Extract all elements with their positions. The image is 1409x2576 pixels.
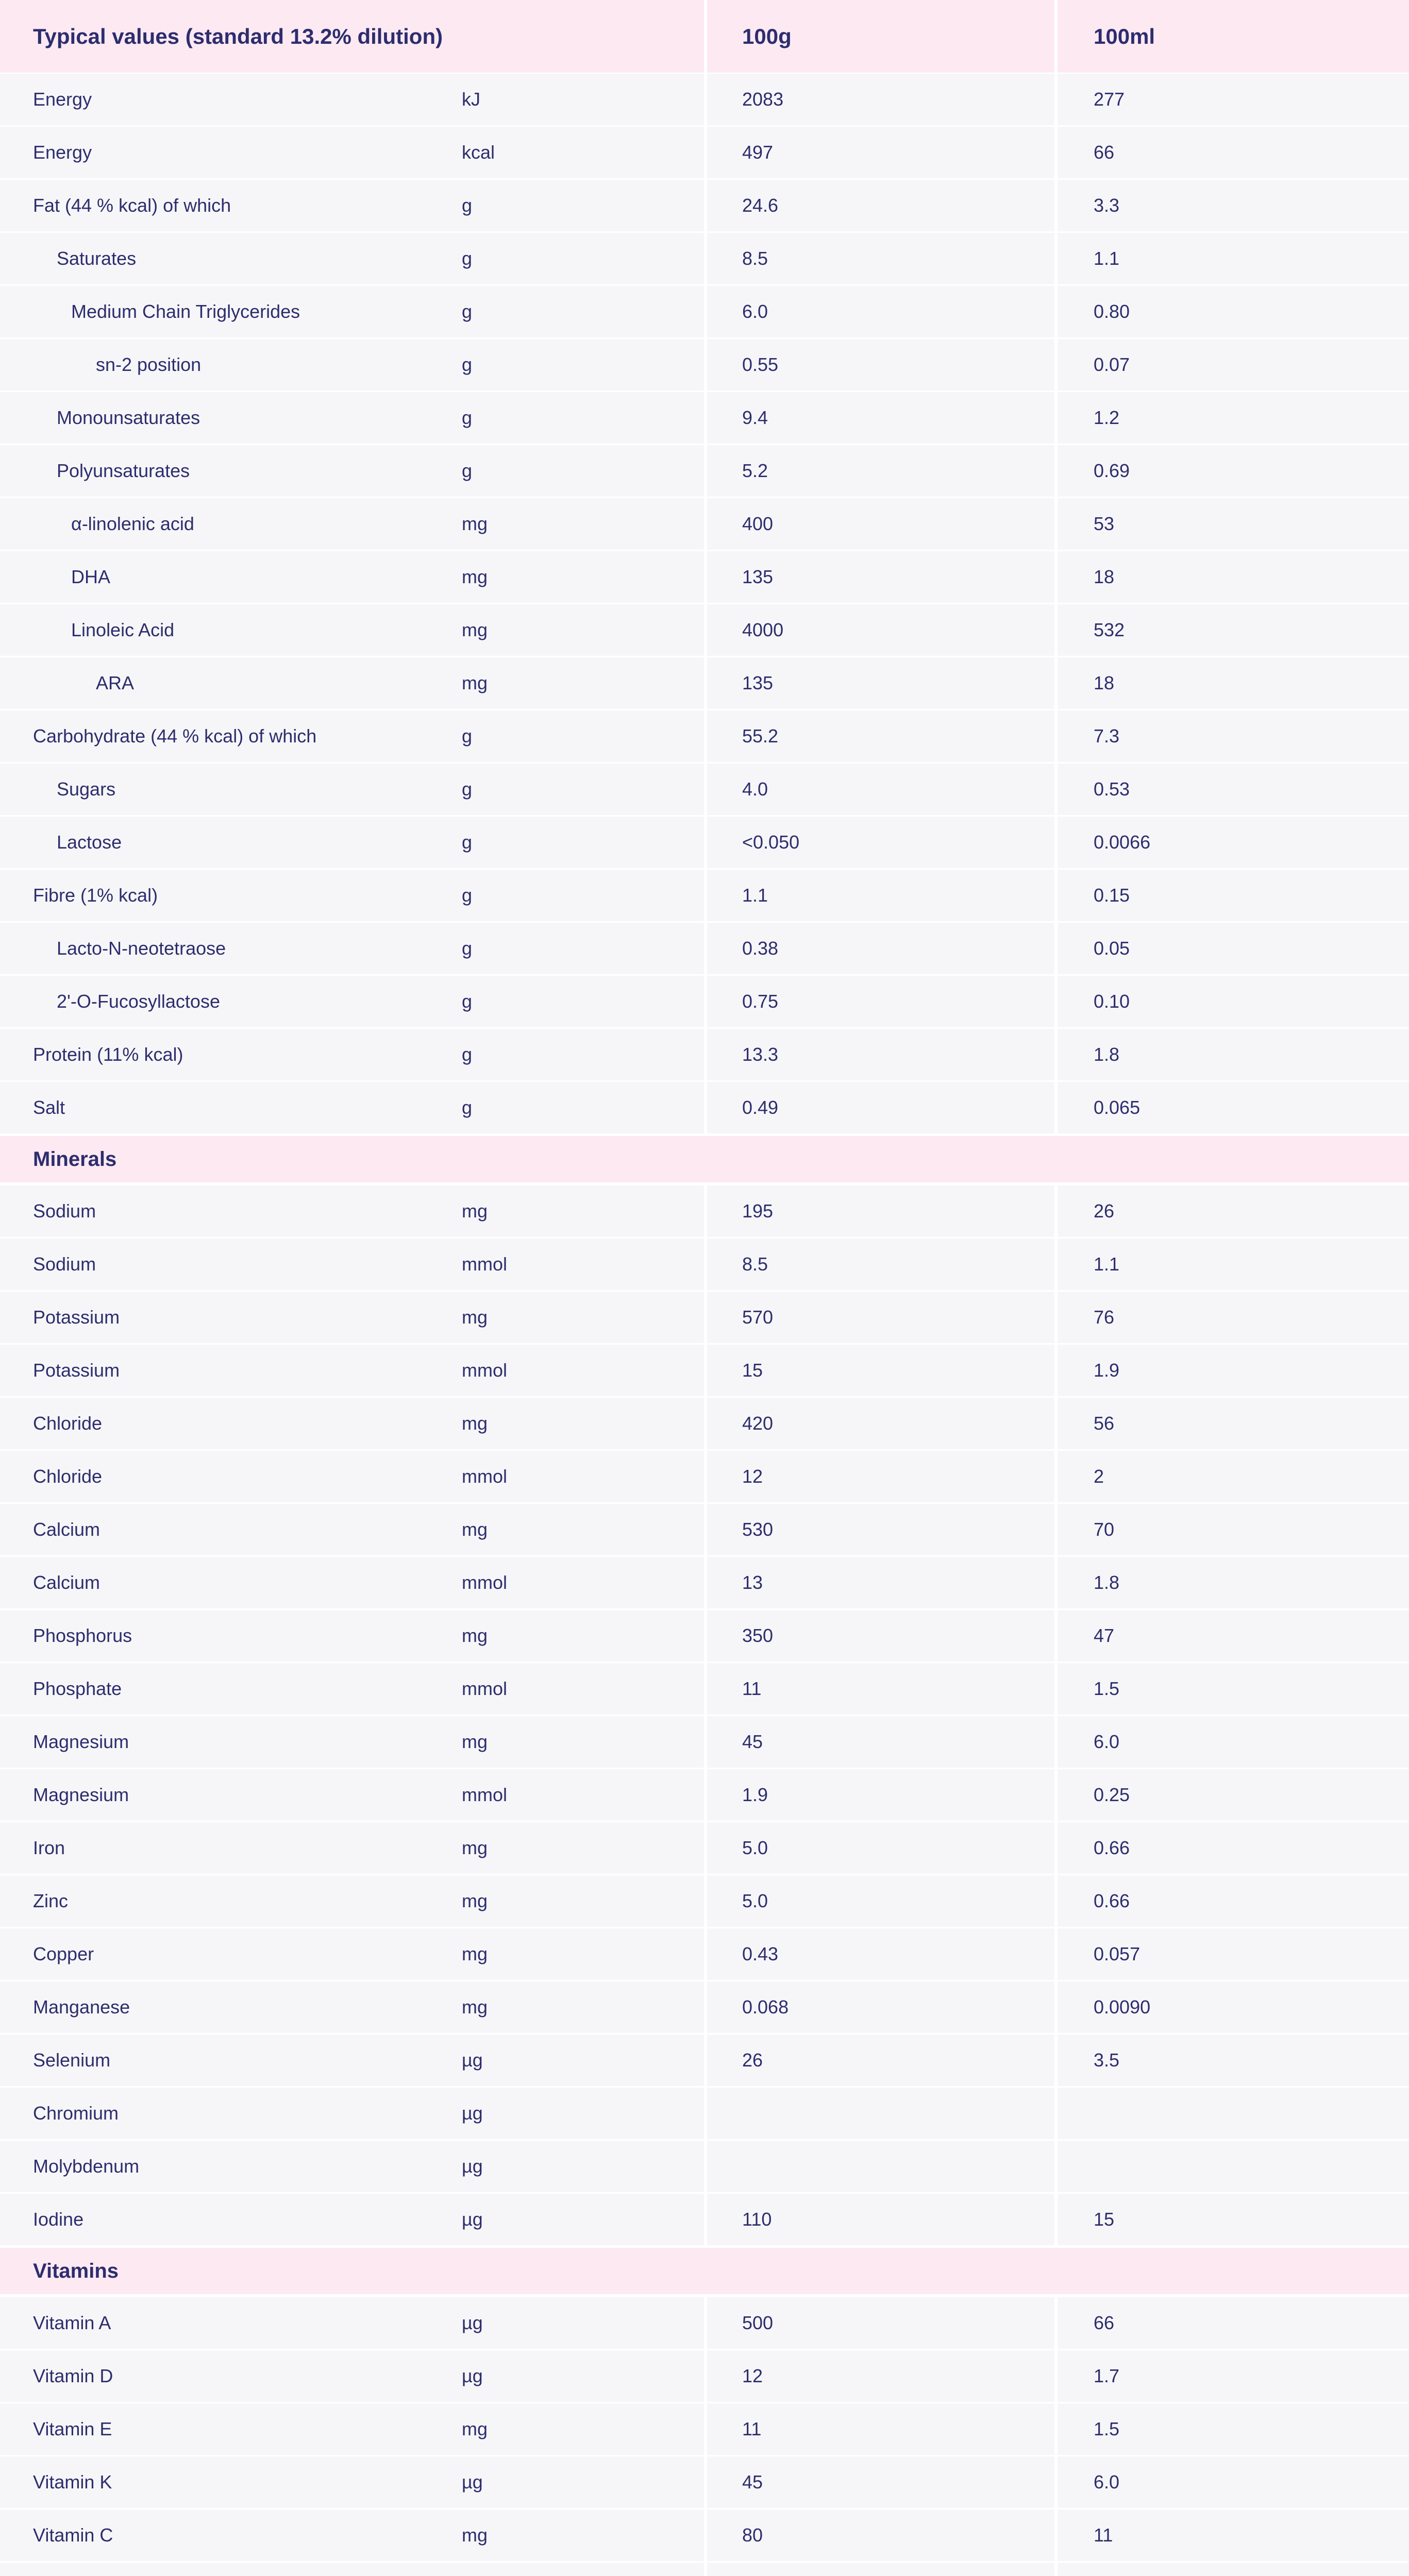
value-per-100g: 1.9	[704, 1769, 1054, 1821]
value-per-100ml: 15	[1054, 2194, 1409, 2245]
value-per-100g: 0.75	[704, 976, 1054, 1027]
nutrient-name: Lactose	[57, 832, 122, 853]
value-per-100g: 5.0	[704, 1822, 1054, 1874]
table-row	[0, 2350, 1409, 2402]
header-100g: 100g	[704, 0, 1054, 73]
table-row	[0, 2035, 1409, 2086]
nutrient-unit: g	[462, 407, 473, 428]
table-row	[0, 976, 1409, 1027]
nutrient-name: Vitamin D	[33, 2365, 113, 2386]
value-per-100ml: 66	[1054, 2297, 1409, 2349]
value-per-100g: 0.49	[704, 1082, 1054, 1133]
table-row	[0, 1398, 1409, 1449]
nutrient-name: Iodine	[33, 2209, 84, 2230]
table-row	[0, 1029, 1409, 1080]
table-row	[0, 1610, 1409, 1662]
nutrient-name: Linoleic Acid	[71, 619, 175, 640]
value-per-100ml: 0.0066	[1054, 817, 1409, 868]
header-unit-column	[426, 0, 704, 73]
value-per-100ml: 1.7	[1054, 2350, 1409, 2402]
value-per-100ml: 1.2	[1054, 392, 1409, 444]
nutrient-name: ARA	[96, 672, 135, 693]
table-row	[0, 339, 1409, 391]
nutrient-name: Vitamin A	[33, 2312, 111, 2333]
nutrient-unit: kcal	[462, 142, 495, 163]
value-per-100ml: 1.5	[1054, 2403, 1409, 2455]
value-per-100ml: 70	[1054, 1504, 1409, 1555]
table-row	[0, 710, 1409, 762]
table-row	[0, 1716, 1409, 1768]
table-row	[0, 498, 1409, 550]
table-row	[0, 1769, 1409, 1821]
table-row	[0, 870, 1409, 921]
nutrient-unit: mg	[462, 1307, 488, 1328]
nutrient-unit: mg	[462, 1731, 488, 1752]
value-per-100ml: 56	[1054, 1398, 1409, 1449]
nutrient-unit: mg	[462, 672, 488, 693]
value-per-100ml	[1054, 2563, 1409, 2576]
value-per-100g: 1.1	[704, 870, 1054, 921]
nutrient-name: Potassium	[33, 1307, 120, 1328]
nutrient-unit	[426, 2563, 704, 2576]
table-row	[0, 1822, 1409, 1874]
nutrient-name: Saturates	[57, 248, 137, 269]
value-per-100ml: 47	[1054, 1610, 1409, 1662]
nutrient-unit: g	[462, 1044, 473, 1065]
nutrient-name: Chloride	[33, 1413, 103, 1434]
value-per-100ml	[1054, 2141, 1409, 2192]
table-row	[0, 604, 1409, 656]
nutrient-unit: mmol	[462, 1784, 507, 1805]
table-row	[0, 2141, 1409, 2192]
nutrient-name: Selenium	[33, 2049, 111, 2071]
nutrient-name: Fat (44 % kcal) of which	[33, 195, 231, 216]
value-per-100g	[704, 2141, 1054, 2192]
value-per-100g: 4.0	[704, 764, 1054, 815]
nutrient-unit: mmol	[462, 1253, 507, 1275]
nutrient-name: Magnesium	[33, 1731, 129, 1752]
nutrient-name: Monounsaturates	[57, 407, 200, 428]
table-row	[0, 2563, 1409, 2576]
value-per-100g: 5.2	[704, 445, 1054, 497]
value-per-100ml: 18	[1054, 657, 1409, 709]
value-per-100g: 45	[704, 1716, 1054, 1768]
table-row	[0, 551, 1409, 603]
header-title: Typical values (standard 13.2% dilution)	[33, 24, 443, 48]
value-per-100ml: 6.0	[1054, 1716, 1409, 1768]
value-per-100g: 24.6	[704, 180, 1054, 231]
value-per-100g: 45	[704, 2456, 1054, 2508]
value-per-100ml	[1054, 2088, 1409, 2139]
value-per-100g: 26	[704, 2035, 1054, 2086]
nutrient-name: Sugars	[57, 778, 116, 800]
nutrient-unit: mg	[462, 513, 488, 534]
value-per-100ml: 1.1	[1054, 233, 1409, 284]
table-row	[0, 445, 1409, 497]
value-per-100ml: 0.0090	[1054, 1981, 1409, 2033]
value-per-100ml: 532	[1054, 604, 1409, 656]
nutrient-name: α-linolenic acid	[71, 513, 194, 534]
value-per-100ml: 7.3	[1054, 710, 1409, 762]
table-row	[0, 2194, 1409, 2245]
table-row	[0, 1082, 1409, 1133]
nutrient-unit: mg	[462, 1625, 488, 1646]
table-row	[0, 817, 1409, 868]
value-per-100g: 9.4	[704, 392, 1054, 444]
value-per-100ml: 277	[1054, 74, 1409, 125]
value-per-100ml: 0.80	[1054, 286, 1409, 337]
table-header	[0, 0, 1409, 73]
table-row	[0, 1928, 1409, 1980]
nutrient-name: Medium Chain Triglycerides	[71, 301, 300, 322]
nutrient-name: Zinc	[33, 1890, 69, 1911]
value-per-100ml: 0.10	[1054, 976, 1409, 1027]
nutrient-unit: g	[462, 460, 473, 481]
nutrient-unit: g	[462, 725, 473, 747]
nutrient-unit: µg	[462, 2209, 483, 2230]
nutrient-name: Energy	[33, 142, 92, 163]
nutrient-unit: mmol	[462, 1678, 507, 1699]
value-per-100ml: 53	[1054, 498, 1409, 550]
value-per-100g: 15	[704, 1345, 1054, 1396]
nutrient-name: Molybdenum	[33, 2156, 140, 2177]
nutrient-name: 2'-O-Fucosyllactose	[57, 991, 220, 1012]
nutrient-name: Vitamin C	[33, 2524, 113, 2546]
table-row	[0, 2456, 1409, 2508]
nutrient-name: Chloride	[33, 1466, 103, 1487]
table-row	[0, 1451, 1409, 1502]
value-per-100ml: 3.5	[1054, 2035, 1409, 2086]
nutrient-name: Phosphate	[33, 1678, 122, 1699]
table-row	[0, 657, 1409, 709]
value-per-100ml: 0.07	[1054, 339, 1409, 391]
value-per-100g: 420	[704, 1398, 1054, 1449]
nutrient-unit: mg	[462, 1413, 488, 1434]
nutrient-name: Salt	[33, 1097, 65, 1118]
table-row	[0, 1239, 1409, 1290]
nutrient-name: Phosphorus	[33, 1625, 132, 1646]
nutrient-name: Lacto-N-neotetraose	[57, 938, 226, 959]
nutrient-name: Copper	[33, 1943, 94, 1964]
nutrient-name: Polyunsaturates	[57, 460, 190, 481]
value-per-100g	[704, 2088, 1054, 2139]
section-heading	[0, 1136, 1409, 1182]
value-per-100ml: 0.53	[1054, 764, 1409, 815]
value-per-100ml: 1.9	[1054, 1345, 1409, 1396]
nutrient-name: Potassium	[33, 1360, 120, 1381]
nutrient-unit: mg	[462, 1890, 488, 1911]
table-row	[0, 233, 1409, 284]
value-per-100ml: 0.66	[1054, 1875, 1409, 1927]
value-per-100g: 135	[704, 551, 1054, 603]
nutrient-unit: g	[462, 354, 473, 375]
value-per-100ml: 1.1	[1054, 1239, 1409, 1290]
value-per-100g: 80	[704, 2510, 1054, 2561]
nutrient-name	[0, 2563, 426, 2576]
nutrient-name: Sodium	[33, 1200, 96, 1222]
value-per-100g: 13.3	[704, 1029, 1054, 1080]
nutrient-unit: g	[462, 778, 473, 800]
nutrient-name: Energy	[33, 89, 92, 110]
value-per-100g: 497	[704, 127, 1054, 178]
value-per-100g: 11	[704, 1663, 1054, 1715]
nutrient-unit: g	[462, 248, 473, 269]
section-heading	[0, 2248, 1409, 2294]
nutrient-name: Calcium	[33, 1519, 100, 1540]
nutrient-name: Sodium	[33, 1253, 96, 1275]
value-per-100ml: 18	[1054, 551, 1409, 603]
value-per-100ml: 0.057	[1054, 1928, 1409, 1980]
value-per-100g: 0.38	[704, 923, 1054, 974]
value-per-100ml: 26	[1054, 1185, 1409, 1237]
nutrient-unit: kJ	[462, 89, 480, 110]
value-per-100ml: 1.5	[1054, 1663, 1409, 1715]
value-per-100ml: 0.69	[1054, 445, 1409, 497]
value-per-100g: 8.5	[704, 233, 1054, 284]
nutrient-unit: mg	[462, 2524, 488, 2546]
table-body	[0, 74, 1409, 2576]
nutrient-unit: g	[462, 1097, 473, 1118]
nutrient-name: Protein (11% kcal)	[33, 1044, 183, 1065]
value-per-100g: 400	[704, 498, 1054, 550]
table-row	[0, 1504, 1409, 1555]
nutrient-unit: mg	[462, 1200, 488, 1222]
value-per-100g	[704, 2563, 1054, 2576]
nutrient-unit: µg	[462, 2049, 483, 2071]
nutrient-name: Magnesium	[33, 1784, 129, 1805]
nutrient-unit: mg	[462, 1996, 488, 2018]
value-per-100g: 11	[704, 2403, 1054, 2455]
value-per-100g: 135	[704, 657, 1054, 709]
value-per-100g: 0.068	[704, 1981, 1054, 2033]
value-per-100g: 350	[704, 1610, 1054, 1662]
nutrient-unit: g	[462, 832, 473, 853]
value-per-100ml: 1.8	[1054, 1557, 1409, 1608]
nutrient-name: Fibre (1% kcal)	[33, 885, 158, 906]
nutrient-name: Iron	[33, 1837, 65, 1858]
value-per-100ml: 0.15	[1054, 870, 1409, 921]
value-per-100g: 6.0	[704, 286, 1054, 337]
value-per-100g: 12	[704, 2350, 1054, 2402]
section-title: Minerals	[33, 1147, 117, 1171]
nutrient-unit: µg	[462, 2471, 483, 2493]
nutrient-unit: mg	[462, 2418, 488, 2439]
nutrient-unit: µg	[462, 2312, 483, 2333]
table-row	[0, 2510, 1409, 2561]
table-row	[0, 74, 1409, 125]
nutrient-unit: g	[462, 885, 473, 906]
value-per-100g: 530	[704, 1504, 1054, 1555]
table-row	[0, 1875, 1409, 1927]
value-per-100g: 55.2	[704, 710, 1054, 762]
nutrient-unit: µg	[462, 2365, 483, 2386]
value-per-100g: 12	[704, 1451, 1054, 1502]
nutrient-name: DHA	[71, 566, 111, 587]
nutrient-unit: mmol	[462, 1466, 507, 1487]
table-row	[0, 180, 1409, 231]
nutrient-unit: mmol	[462, 1572, 507, 1593]
nutrient-name: Chromium	[33, 2103, 119, 2124]
nutrient-name: Manganese	[33, 1996, 130, 2018]
nutrient-name: sn-2 position	[96, 354, 202, 375]
table-row	[0, 127, 1409, 178]
table-row	[0, 923, 1409, 974]
nutrient-unit: mg	[462, 566, 488, 587]
nutrient-name: Calcium	[33, 1572, 100, 1593]
table-row	[0, 1292, 1409, 1343]
nutrient-unit: µg	[462, 2103, 483, 2124]
table-row	[0, 1663, 1409, 1715]
value-per-100ml: 3.3	[1054, 180, 1409, 231]
table-row	[0, 1185, 1409, 1237]
nutrient-name: Vitamin K	[33, 2471, 112, 2493]
value-per-100g: 4000	[704, 604, 1054, 656]
value-per-100ml: 76	[1054, 1292, 1409, 1343]
value-per-100g: 0.55	[704, 339, 1054, 391]
nutrient-unit: mg	[462, 1519, 488, 1540]
table-row	[0, 392, 1409, 444]
value-per-100ml: 0.66	[1054, 1822, 1409, 1874]
value-per-100ml: 6.0	[1054, 2456, 1409, 2508]
value-per-100g: 110	[704, 2194, 1054, 2245]
nutrient-unit: mg	[462, 619, 488, 640]
nutrient-unit: g	[462, 195, 473, 216]
value-per-100g: 2083	[704, 74, 1054, 125]
value-per-100ml: 0.065	[1054, 1082, 1409, 1133]
value-per-100g: 500	[704, 2297, 1054, 2349]
nutrient-unit: g	[462, 301, 473, 322]
value-per-100ml: 2	[1054, 1451, 1409, 1502]
table-row	[0, 1345, 1409, 1396]
value-per-100g: 8.5	[704, 1239, 1054, 1290]
value-per-100g: 195	[704, 1185, 1054, 1237]
table-row	[0, 764, 1409, 815]
value-per-100g: <0.050	[704, 817, 1054, 868]
nutrient-name: Carbohydrate (44 % kcal) of which	[33, 725, 317, 747]
table-row	[0, 2297, 1409, 2349]
nutrient-unit: mg	[462, 1943, 488, 1964]
nutrient-unit: mmol	[462, 1360, 507, 1381]
value-per-100ml: 11	[1054, 2510, 1409, 2561]
section-title: Vitamins	[33, 2259, 119, 2282]
value-per-100ml: 1.8	[1054, 1029, 1409, 1080]
table-row	[0, 1981, 1409, 2033]
nutrient-unit: mg	[462, 1837, 488, 1858]
value-per-100ml: 0.05	[1054, 923, 1409, 974]
value-per-100ml: 0.25	[1054, 1769, 1409, 1821]
nutrient-unit: g	[462, 991, 473, 1012]
table-row	[0, 2403, 1409, 2455]
value-per-100g: 0.43	[704, 1928, 1054, 1980]
nutrient-unit: g	[462, 938, 473, 959]
table-row	[0, 286, 1409, 337]
table-row	[0, 1557, 1409, 1608]
nutrient-name: Vitamin E	[33, 2418, 112, 2439]
value-per-100g: 13	[704, 1557, 1054, 1608]
value-per-100g: 570	[704, 1292, 1054, 1343]
table-row	[0, 2088, 1409, 2139]
header-100ml: 100ml	[1054, 0, 1409, 73]
value-per-100g: 5.0	[704, 1875, 1054, 1927]
nutrient-unit: µg	[462, 2156, 483, 2177]
value-per-100ml: 66	[1054, 127, 1409, 178]
